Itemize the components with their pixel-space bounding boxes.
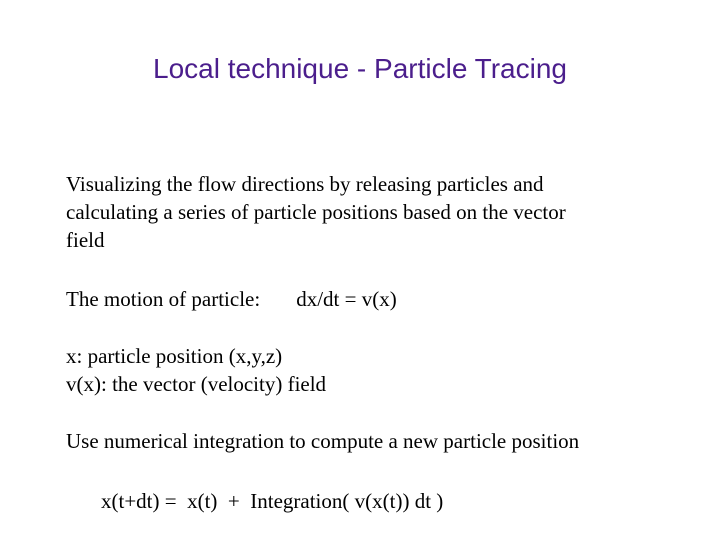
integration-paragraph: Use numerical integration to compute a new particle position [66,429,580,453]
definition-line: x: particle position (x,y,z) [66,344,283,368]
intro-line: calculating a series of particle positions based on the vector [66,200,566,224]
motion-label: The motion of particle: [66,287,261,311]
motion-equation: dx/dt = v(x) [296,287,397,311]
intro-line: field [66,228,105,252]
slide-title: Local technique - Particle Tracing [153,53,567,84]
intro-line: Visualizing the flow directions by releasing particles and [66,172,544,196]
motion-paragraph [66,285,397,313]
definitions-paragraph [66,342,326,398]
intro-paragraph [66,170,566,254]
integration-equation: x(t+dt) = x(t) + Integration( v(x(t)) dt ) [101,489,444,513]
definition-line: v(x): the vector (velocity) field [66,372,327,396]
